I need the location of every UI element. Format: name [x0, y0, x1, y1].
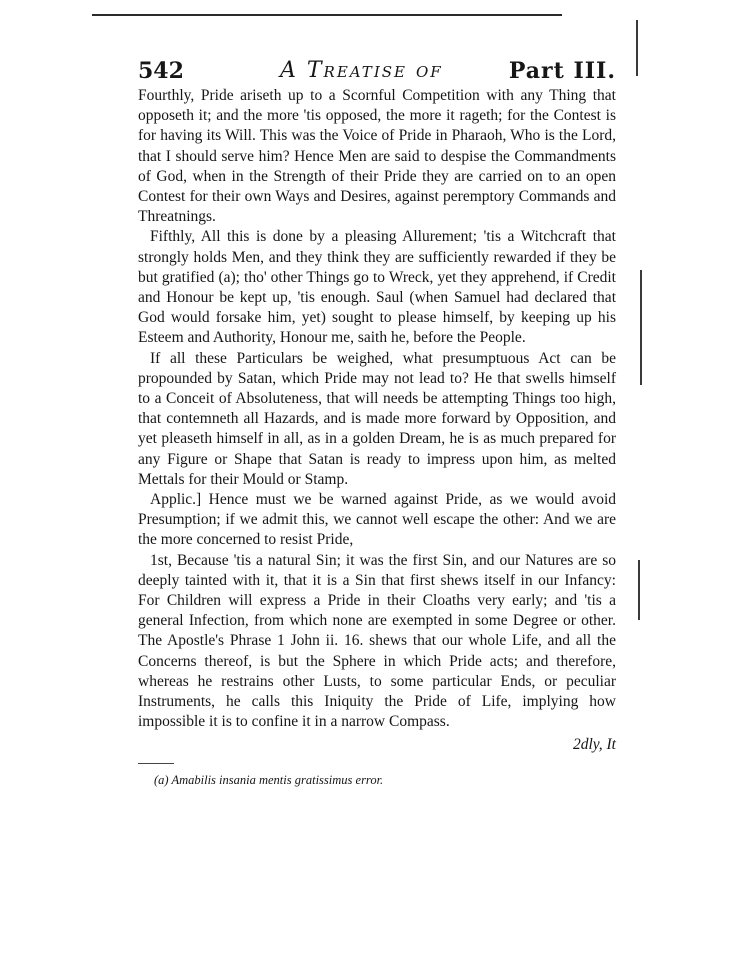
paragraph-particulars: If all these Particulars be weighed, what presumptuous Act can be propounded by Satan, which Pride may not lead to? He that swells himself to a Conceit of Absoluteness, that will needs be attempting Things too high, that contemneth all Hazards, and is made more forward by Opposition, and yet pleaseth himself in all, as in a golden Dream, he is as much prepared for any Figure or Shape that Satan is ready to impress upon him, as melted Mettals for their Mould or Stamp. [138, 349, 616, 488]
paragraph-application: Applic.] Hence must we be warned against Pride, as we would avoid Presumption; if we admit this, we cannot well escape the other: And we are the more concerned to resist Pride, [138, 491, 616, 549]
paragraph-fifthly: Fifthly, All this is done by a pleasing Allurement; 'tis a Witchcraft that strongly holds Men, and they think they are sufficiently rewarded if they be but gratified (a); tho' other Things go to Wreck, yet they apprehend, if Credit and Honour be kept up, 'tis enough. Saul (when Samuel had declared that God would forsake him, yet) sought to please himself, by keeping up his Esteem and Authority, Honour me, saith he, before the People. [138, 228, 616, 347]
paragraph-first-reason: 1st, Because 'tis a natural Sin; it was the first Sin, and our Natures are so deeply tainted with it, that it is a Sin that first shews itself in our Infancy: For Children will express a Pride in their Cloaths very early; and 'tis a general Infection, from which none are exempted in some Degree or other. The Apostle's Phrase 1 John ii. 16. shews that our whole Life, and all the Concerns thereof, is but the Sphere in which Pride acts; and therefore, whereas he restrains other Lusts, to some particular Ends, or peculiar Instruments, he calls this Iniquity the Pride of Life, implying how impossible it is to confine it in a narrow Compass. [138, 551, 616, 731]
right-edge-mark [638, 560, 640, 620]
running-title: A Treatise of [280, 58, 443, 83]
page-number: 542 [138, 58, 184, 84]
top-rule [92, 14, 562, 16]
right-edge-mark [640, 270, 642, 385]
right-edge-mark [636, 20, 638, 76]
book-page [138, 56, 616, 788]
paragraph-fourthly: Fourthly, Pride ariseth up to a Scornful Competition with any Thing that opposeth it; and the more 'tis opposed, the more it rageth; for the Contest is for having its Will. This was the Voice of Pride in Pharaoh, Who is the Lord, that I should serve him? Hence Men are said to despise the Commandments of God, when in the Strength of their Pride they are carried on to an open Contest for their own Ways and Desires, against peremptory Commands and Threatnings. [138, 87, 616, 226]
part-label: Part III. [508, 58, 616, 84]
footnote-rule [138, 763, 174, 764]
page-header [138, 56, 616, 86]
body-text [138, 86, 616, 733]
footnote: (a) Amabilis insania mentis gratissimus error. [154, 772, 384, 787]
catchword: 2dly, It [572, 735, 616, 753]
